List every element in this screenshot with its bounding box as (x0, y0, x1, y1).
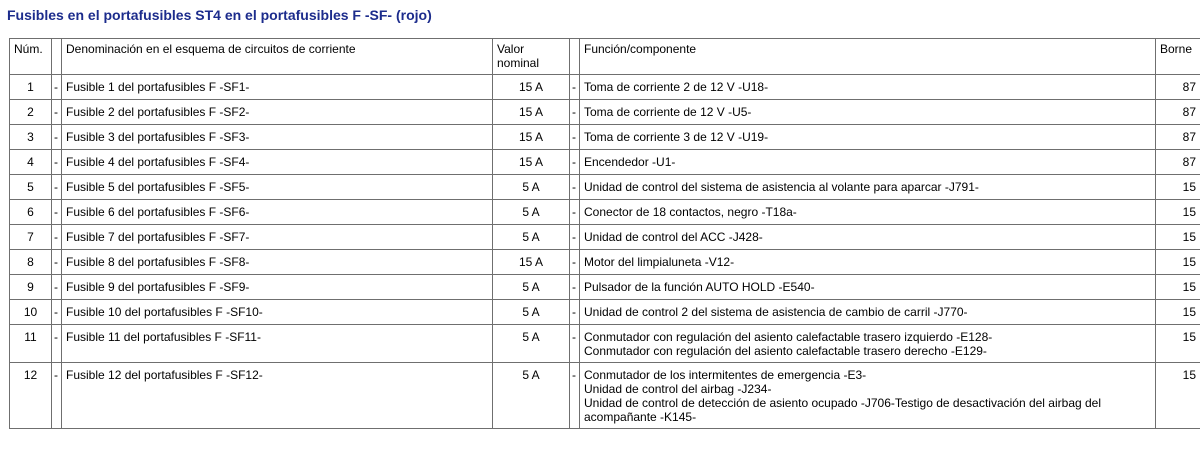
fuse-rating: 5 A (493, 300, 570, 325)
function-line: Conmutador de los intermitentes de emergencia -E3- (584, 368, 867, 382)
dash-marker: - (52, 125, 62, 150)
dash-marker: - (52, 300, 62, 325)
table-row (10, 200, 1200, 225)
fuse-function (580, 363, 1156, 429)
header-valor-line1: Valor (497, 42, 525, 56)
fuse-denomination: Fusible 10 del portafusibles F -SF10- (62, 300, 493, 325)
fuse-terminal: 87 (1156, 75, 1200, 100)
dash-marker: - (52, 75, 62, 100)
table-row (10, 75, 1200, 100)
dash-marker: - (570, 275, 580, 300)
dash-marker: - (570, 300, 580, 325)
fuse-number: 5 (10, 175, 52, 200)
header-borne: Borne (1156, 39, 1200, 75)
fuse-denomination: Fusible 3 del portafusibles F -SF3- (62, 125, 493, 150)
dash-marker: - (570, 363, 580, 429)
table-row (10, 325, 1200, 363)
fuse-rating: 15 A (493, 75, 570, 100)
fuse-function (580, 200, 1156, 225)
table-row (10, 150, 1200, 175)
dash-marker: - (570, 200, 580, 225)
fuse-function (580, 175, 1156, 200)
dash-marker: - (570, 250, 580, 275)
fuse-number: 3 (10, 125, 52, 150)
fuse-rating: 5 A (493, 275, 570, 300)
header-valor-line2: nominal (497, 56, 540, 70)
table-header-row (10, 39, 1200, 75)
dash-marker: - (570, 225, 580, 250)
fuse-function (580, 125, 1156, 150)
dash-marker: - (570, 125, 580, 150)
fuse-denomination: Fusible 9 del portafusibles F -SF9- (62, 275, 493, 300)
table-row (10, 363, 1200, 429)
function-line: Unidad de control del ACC -J428- (584, 230, 763, 244)
fuse-function (580, 325, 1156, 363)
fuse-number: 2 (10, 100, 52, 125)
fuse-rating: 5 A (493, 225, 570, 250)
table-row (10, 300, 1200, 325)
dash-marker: - (570, 100, 580, 125)
fuse-terminal: 87 (1156, 125, 1200, 150)
fuse-function (580, 300, 1156, 325)
fuse-terminal: 15 (1156, 275, 1200, 300)
fuse-rating: 5 A (493, 175, 570, 200)
fuse-function (580, 275, 1156, 300)
function-line: Encendedor -U1- (584, 155, 676, 169)
fuse-rating: 5 A (493, 200, 570, 225)
fuse-number: 4 (10, 150, 52, 175)
fuse-rating: 5 A (493, 325, 570, 363)
fuse-number: 10 (10, 300, 52, 325)
fuse-number: 11 (10, 325, 52, 363)
fuse-rating: 15 A (493, 125, 570, 150)
dash-marker: - (570, 150, 580, 175)
table-row (10, 100, 1200, 125)
fuse-number: 6 (10, 200, 52, 225)
table-row (10, 275, 1200, 300)
dash-marker: - (52, 363, 62, 429)
function-line: Unidad de control de detección de asiento ocupado -J706-Testigo de desactivación del airbag del acompañante -K145- (584, 396, 1102, 424)
fuse-denomination: Fusible 6 del portafusibles F -SF6- (62, 200, 493, 225)
function-line: Pulsador de la función AUTO HOLD -E540- (584, 280, 815, 294)
dash-marker: - (52, 275, 62, 300)
fuse-denomination: Fusible 1 del portafusibles F -SF1- (62, 75, 493, 100)
function-line: Unidad de control del airbag -J234- (584, 382, 772, 396)
fuse-function (580, 150, 1156, 175)
table-row (10, 175, 1200, 200)
header-spacer (570, 39, 580, 75)
fuse-function (580, 75, 1156, 100)
fuse-number: 1 (10, 75, 52, 100)
fuse-table (9, 38, 1200, 429)
dash-marker: - (52, 225, 62, 250)
fuse-terminal: 15 (1156, 363, 1200, 429)
dash-marker: - (52, 100, 62, 125)
table-row (10, 250, 1200, 275)
fuse-terminal: 15 (1156, 250, 1200, 275)
fuse-denomination: Fusible 2 del portafusibles F -SF2- (62, 100, 493, 125)
function-line: Toma de corriente 2 de 12 V -U18- (584, 80, 769, 94)
header-valor (493, 39, 570, 75)
function-line: Conmutador con regulación del asiento calefactable trasero izquierdo -E128- (584, 330, 993, 344)
header-num: Núm. (10, 39, 52, 75)
dash-marker: - (570, 175, 580, 200)
fuse-terminal: 15 (1156, 225, 1200, 250)
fuse-number: 8 (10, 250, 52, 275)
function-line: Unidad de control del sistema de asistencia al volante para aparcar -J791- (584, 180, 979, 194)
fuse-terminal: 15 (1156, 300, 1200, 325)
fuse-rating: 15 A (493, 250, 570, 275)
function-line: Toma de corriente 3 de 12 V -U19- (584, 130, 769, 144)
fuse-rating: 15 A (493, 150, 570, 175)
dash-marker: - (570, 75, 580, 100)
fuse-function (580, 225, 1156, 250)
dash-marker: - (52, 175, 62, 200)
function-line: Conector de 18 contactos, negro -T18a- (584, 205, 797, 219)
fuse-terminal: 15 (1156, 200, 1200, 225)
fuse-denomination: Fusible 5 del portafusibles F -SF5- (62, 175, 493, 200)
header-funcion: Función/componente (580, 39, 1156, 75)
table-row (10, 225, 1200, 250)
function-line: Unidad de control 2 del sistema de asistencia de cambio de carril -J770- (584, 305, 968, 319)
dash-marker: - (52, 325, 62, 363)
page-title: Fusibles en el portafusibles ST4 en el portafusibles F -SF- (rojo) (7, 7, 432, 23)
fuse-denomination: Fusible 11 del portafusibles F -SF11- (62, 325, 493, 363)
fuse-rating: 15 A (493, 100, 570, 125)
fuse-number: 7 (10, 225, 52, 250)
fuse-terminal: 87 (1156, 150, 1200, 175)
fuse-denomination: Fusible 12 del portafusibles F -SF12- (62, 363, 493, 429)
header-spacer (52, 39, 62, 75)
table-row (10, 125, 1200, 150)
fuse-number: 12 (10, 363, 52, 429)
header-denominacion: Denominación en el esquema de circuitos de corriente (62, 39, 493, 75)
dash-marker: - (52, 200, 62, 225)
fuse-terminal: 15 (1156, 325, 1200, 363)
fuse-function (580, 100, 1156, 125)
fuse-terminal: 87 (1156, 100, 1200, 125)
function-line: Motor del limpialuneta -V12- (584, 255, 735, 269)
fuse-terminal: 15 (1156, 175, 1200, 200)
dash-marker: - (52, 150, 62, 175)
dash-marker: - (52, 250, 62, 275)
fuse-rating: 5 A (493, 363, 570, 429)
fuse-denomination: Fusible 7 del portafusibles F -SF7- (62, 225, 493, 250)
dash-marker: - (570, 325, 580, 363)
fuse-function (580, 250, 1156, 275)
fuse-number: 9 (10, 275, 52, 300)
fuse-denomination: Fusible 8 del portafusibles F -SF8- (62, 250, 493, 275)
function-line: Conmutador con regulación del asiento calefactable trasero derecho -E129- (584, 344, 987, 358)
function-line: Toma de corriente de 12 V -U5- (584, 105, 752, 119)
fuse-denomination: Fusible 4 del portafusibles F -SF4- (62, 150, 493, 175)
